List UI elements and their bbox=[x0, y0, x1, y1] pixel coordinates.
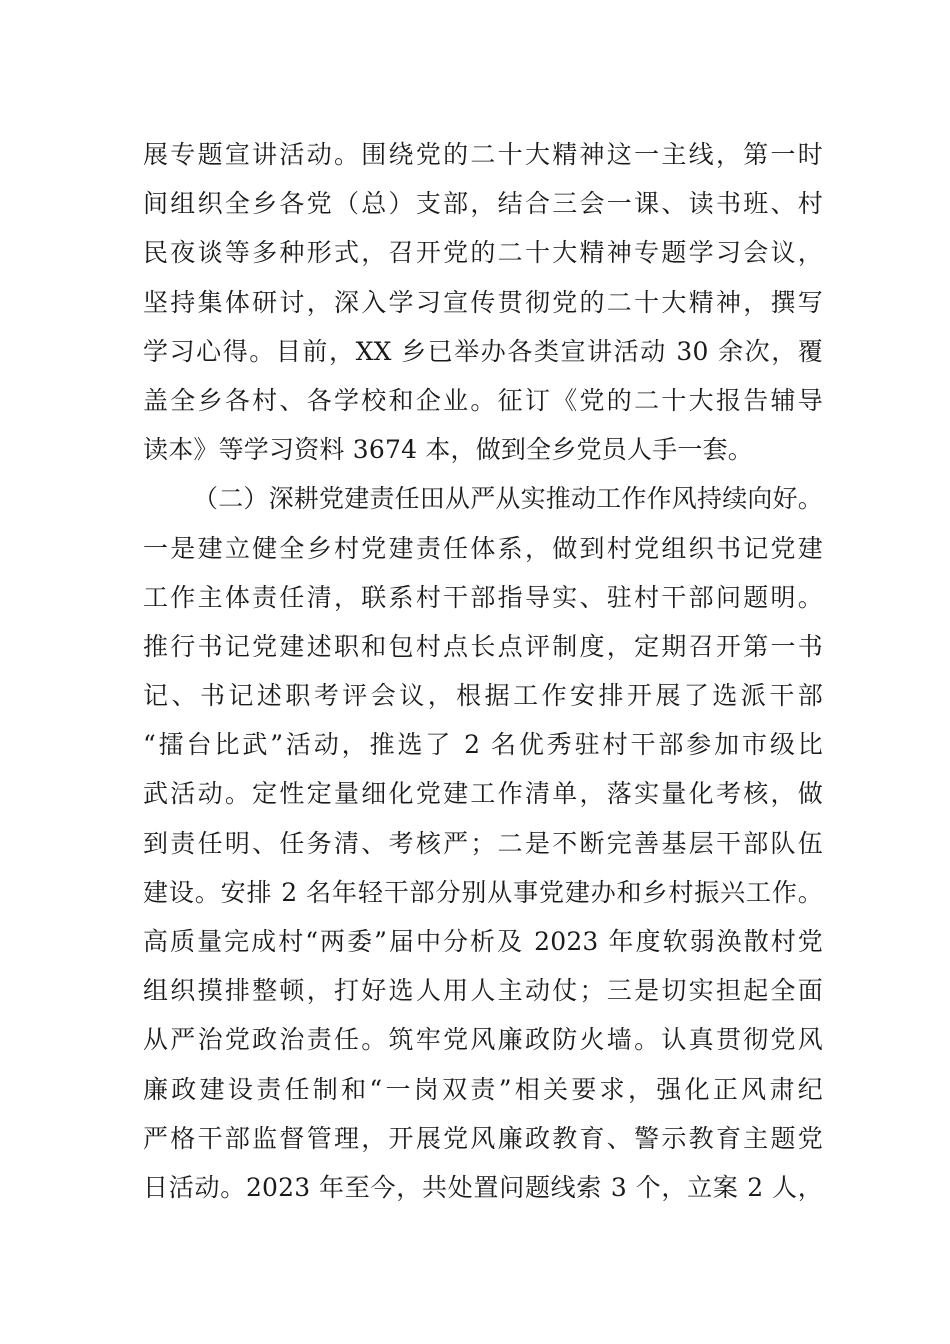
text-line: 读本》等学习资料 3674 本，做到全乡党员人手一套。 bbox=[143, 435, 753, 465]
text-line: 推行书记党建述职和包村点长点评制度，定期召开第一书 bbox=[143, 631, 823, 661]
text-line: 一是建立健全乡村党建责任体系，做到村党组织书记党建 bbox=[143, 533, 823, 563]
section-heading-line: （二）深耕党建责任田从严从实推动工作作风持续向好。 bbox=[193, 484, 824, 514]
text-line: 展专题宣讲活动。围绕党的二十大精神这一主线，第一时 bbox=[143, 140, 823, 169]
text-line: 记、书记述职考评会议，根据工作安排开展了选派干部 bbox=[143, 681, 823, 711]
text-line: 高质量完成村“两委”届中分析及 2023 年度软弱涣散村党 bbox=[143, 927, 823, 956]
text-line: 组织摸排整顿，打好选人用人主动仗；三是切实担起全面 bbox=[143, 976, 823, 1006]
text-line: 工作主体责任清，联系村干部指导实、驻村干部问题明。 bbox=[143, 582, 823, 612]
text-line: “擂台比武”活动，推选了 2 名优秀驻村干部参加市级比 bbox=[143, 730, 823, 760]
text-line: 日活动。2023 年至今，共处置问题线索 3 个，立案 2 人， bbox=[143, 1172, 823, 1202]
text-line: 间组织全乡各党（总）支部，结合三会一课、读书班、村 bbox=[143, 189, 823, 219]
text-line: 廉政建设责任制和“一岗双责”相关要求，强化正风肃纪 bbox=[143, 1074, 823, 1104]
text-line: 武活动。定性定量细化党建工作清单，落实量化考核，做 bbox=[143, 779, 823, 809]
paragraph-1 bbox=[143, 130, 823, 474]
text-line: 盖全乡各村、各学校和企业。征订《党的二十大报告辅导 bbox=[143, 385, 823, 415]
body-text bbox=[143, 130, 823, 1212]
text-line: 严格干部监督管理，开展党风廉政教育、警示教育主题党 bbox=[143, 1123, 823, 1153]
text-line: 到责任明、任务清、考核严；二是不断完善基层干部队伍 bbox=[143, 828, 823, 858]
text-line: 建设。安排 2 名年轻干部分别从事党建办和乡村振兴工作。 bbox=[143, 877, 823, 907]
text-line: 从严治党政治责任。筑牢党风廉政防火墙。认真贯彻党风 bbox=[143, 1025, 823, 1055]
text-line: 坚持集体研讨，深入学习宣传贯彻党的二十大精神，撰写 bbox=[143, 287, 823, 317]
text-line: 学习心得。目前，XX 乡已举办各类宣讲活动 30 余次，覆 bbox=[143, 336, 823, 366]
text-line: 民夜谈等多种形式，召开党的二十大精神专题学习会议， bbox=[143, 238, 823, 268]
paragraph-2 bbox=[143, 474, 823, 1212]
